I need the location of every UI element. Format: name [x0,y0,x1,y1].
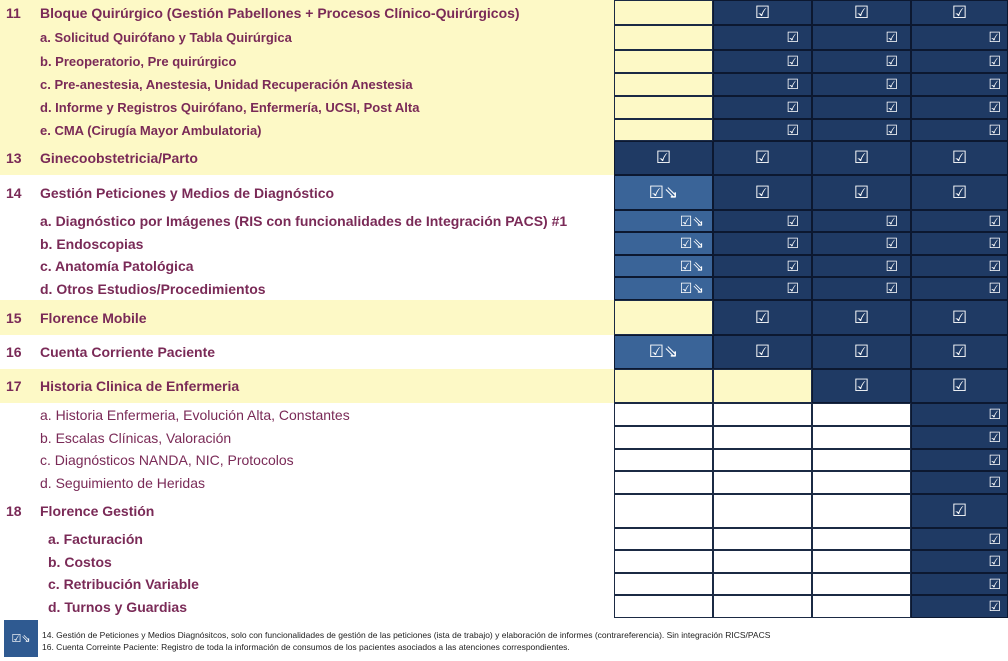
checkbox-checked-icon: ☑ [713,255,812,277]
table-row [0,403,1008,426]
checkbox-checked-icon: ☑ [911,119,1008,141]
row-label-cell [0,277,614,300]
table-row [0,50,1008,73]
row-title: a. Facturación [48,531,143,547]
row-title: d. Otros Estudios/Procedimientos [40,280,266,297]
row-label-cell [0,528,614,550]
empty-cell [614,449,713,471]
table-row [0,449,1008,471]
checkbox-checked-icon: ☑⇘ [614,335,713,369]
table-row [0,471,1008,494]
checkbox-checked-icon: ☑ [911,232,1008,255]
table-row [0,232,1008,255]
row-title: b. Escalas Clínicas, Valoración [40,429,232,446]
table-row [0,96,1008,119]
row-label-cell [0,573,614,595]
table-row [0,119,1008,141]
empty-cell [614,528,713,550]
checkbox-checked-icon: ☑ [812,369,911,403]
row-number: 18 [6,503,22,519]
checkbox-checked-icon: ☑ [911,175,1008,210]
row-title: d. Seguimiento de Heridas [40,474,205,491]
empty-cell [614,119,713,141]
table-row [0,277,1008,300]
table-row [0,550,1008,573]
row-label-cell [0,232,614,255]
checkbox-checked-icon: ☑ [911,426,1008,449]
empty-cell [812,494,911,528]
table-row [0,175,1008,210]
row-title: Historia Clinica de Enfermeria [40,378,240,394]
empty-cell [713,528,812,550]
row-title: d. Informe y Registros Quirófano, Enfermería, UCSI, Post Alta [40,100,420,115]
row-title: b. Costos [48,553,112,570]
checkbox-checked-icon: ☑⇘ [614,210,713,232]
checkbox-checked-icon: ☑ [911,449,1008,471]
checkbox-checked-icon: ☑ [713,25,812,50]
row-title: c. Retribución Variable [48,576,199,592]
checkbox-checked-icon: ☑ [911,73,1008,96]
empty-cell [614,73,713,96]
empty-cell [614,50,713,73]
legend-icon-glyph: ☑⇘ [11,633,31,645]
empty-cell [713,595,812,618]
row-title: Bloque Quirúrgico (Gestión Pabellones + Procesos Clínico-Quirúrgicos) [40,4,520,21]
checkbox-checked-icon: ☑ [812,175,911,210]
checkbox-checked-icon: ☑ [713,232,812,255]
row-label-cell [0,175,614,210]
checkbox-checked-icon: ☑ [812,141,911,175]
checkbox-checked-icon: ☑ [812,73,911,96]
checkbox-checked-icon: ☑ [713,335,812,369]
table-row [0,528,1008,550]
row-title: a. Diagnóstico por Imágenes (RIS con funcionalidades de Integración PACS) #1 [40,213,568,229]
row-title: c. Diagnósticos NANDA, NIC, Protocolos [40,452,294,468]
row-label-cell [0,73,614,96]
checkbox-checked-icon: ☑ [911,335,1008,369]
checkbox-checked-icon: ☑ [911,141,1008,175]
row-number: 17 [6,378,22,394]
empty-cell [812,426,911,449]
row-title: b. Preoperatorio, Pre quirúrgico [40,54,237,69]
row-label-cell [0,335,614,369]
checkbox-checked-icon: ☑ [713,300,812,335]
empty-cell [812,573,911,595]
table-row [0,0,1008,25]
empty-cell [614,595,713,618]
empty-cell [713,573,812,595]
table-row [0,494,1008,528]
row-title: b. Endoscopias [40,235,144,252]
checkbox-checked-icon: ☑ [812,210,911,232]
row-number: 14 [6,184,22,201]
empty-cell [812,449,911,471]
checkbox-checked-icon: ☑ [911,300,1008,335]
checkbox-checked-icon: ☑ [713,119,812,141]
row-title: d. Turnos y Guardias [48,598,187,615]
row-title: Florence Mobile [40,309,147,326]
table-row [0,141,1008,175]
empty-cell [713,550,812,573]
row-label-cell [0,0,614,25]
checkbox-checked-icon: ☑ [713,175,812,210]
legend-partial-icon [4,620,38,657]
checkbox-checked-icon: ☑⇘ [614,255,713,277]
row-number: 11 [6,4,21,21]
row-title: c. Pre-anestesia, Anestesia, Unidad Recuperación Anestesia [40,77,413,92]
checkbox-checked-icon: ☑ [911,25,1008,50]
row-label-cell [0,255,614,277]
table-row [0,595,1008,618]
checkbox-checked-icon: ☑ [812,119,911,141]
checkbox-checked-icon: ☑ [812,335,911,369]
row-title: Gestión Peticiones y Medios de Diagnóstico [40,184,335,201]
footnote-14: 14. Gestión de Peticiones y Medios Diagnósitcos, solo con funcionalidades de gestión de las peticiones (ista de trabajo) y elaboración de informes (contrareferencia). Sin integración RICS/PACS [42,630,771,640]
checkbox-checked-icon: ☑ [614,141,713,175]
checkbox-checked-icon: ☑ [713,96,812,119]
row-label-cell [0,595,614,618]
empty-cell [713,403,812,426]
checkbox-checked-icon: ☑ [812,255,911,277]
checkbox-checked-icon: ☑ [713,277,812,300]
row-label-cell [0,141,614,175]
table-row [0,25,1008,50]
empty-cell [614,369,713,403]
row-label-cell [0,494,614,528]
empty-cell [713,494,812,528]
checkbox-checked-icon: ☑ [911,277,1008,300]
empty-cell [713,369,812,403]
checkbox-checked-icon: ☑⇘ [614,232,713,255]
row-label-cell [0,449,614,471]
empty-cell [713,449,812,471]
row-label-cell [0,119,614,141]
row-label-cell [0,471,614,494]
row-number: 13 [6,150,22,166]
empty-cell [812,528,911,550]
row-title: e. CMA (Cirugía Mayor Ambulatoria) [40,122,262,138]
checkbox-checked-icon: ☑ [713,0,812,25]
row-label-cell [0,403,614,426]
checkbox-checked-icon: ☑ [812,25,911,50]
checkbox-checked-icon: ☑ [911,255,1008,277]
checkbox-checked-icon: ☑ [911,550,1008,573]
row-label-cell [0,550,614,573]
checkbox-checked-icon: ☑ [911,528,1008,550]
row-label-cell [0,369,614,403]
empty-cell [812,471,911,494]
row-label-cell [0,96,614,119]
footnote-16: 16. Cuenta Correinte Paciente: Registro de toda la información de consumos de los pacientes asociados a las atenciones correspondientes. [42,642,570,652]
checkbox-checked-icon: ☑ [713,210,812,232]
checkbox-checked-icon: ☑ [911,403,1008,426]
empty-cell [614,471,713,494]
table-row [0,426,1008,449]
empty-cell [614,403,713,426]
row-label-cell [0,25,614,50]
empty-cell [614,96,713,119]
checkbox-checked-icon: ☑ [911,0,1008,25]
row-label-cell [0,50,614,73]
empty-cell [614,494,713,528]
empty-cell [713,426,812,449]
checkbox-checked-icon: ☑ [713,50,812,73]
table-row [0,73,1008,96]
empty-cell [614,300,713,335]
table-row [0,255,1008,277]
empty-cell [614,426,713,449]
checkbox-checked-icon: ☑⇘ [614,175,713,210]
checkbox-checked-icon: ☑ [911,471,1008,494]
checkbox-checked-icon: ☑ [911,96,1008,119]
checkbox-checked-icon: ☑ [713,141,812,175]
checkbox-checked-icon: ☑ [812,96,911,119]
empty-cell [812,550,911,573]
checkbox-checked-icon: ☑ [713,73,812,96]
row-label-cell [0,426,614,449]
checkbox-checked-icon: ☑ [911,494,1008,528]
checkbox-checked-icon: ☑ [812,50,911,73]
row-title: c. Anatomía Patológica [40,258,194,274]
checkbox-checked-icon: ☑⇘ [614,277,713,300]
empty-cell [614,25,713,50]
empty-cell [614,0,713,25]
empty-cell [812,403,911,426]
checkbox-checked-icon: ☑ [911,573,1008,595]
table-row [0,369,1008,403]
row-title: a. Solicitud Quirófano y Tabla Quirúrgica [40,30,292,45]
empty-cell [812,595,911,618]
empty-cell [614,573,713,595]
checkbox-checked-icon: ☑ [812,277,911,300]
empty-cell [713,471,812,494]
checkbox-checked-icon: ☑ [911,595,1008,618]
row-title: Cuenta Corriente Paciente [40,344,216,360]
checkbox-checked-icon: ☑ [812,0,911,25]
table-row [0,573,1008,595]
checkbox-checked-icon: ☑ [911,369,1008,403]
row-number: 15 [6,309,22,326]
table-row [0,210,1008,232]
table-row [0,335,1008,369]
checkbox-checked-icon: ☑ [911,210,1008,232]
empty-cell [614,550,713,573]
table-row [0,300,1008,335]
checkbox-checked-icon: ☑ [812,300,911,335]
row-title: a. Historia Enfermeria, Evolución Alta, Constantes [40,406,350,423]
checkbox-checked-icon: ☑ [812,232,911,255]
row-title: Ginecoobstetricia/Parto [40,150,198,166]
row-title: Florence Gestión [40,503,155,519]
row-label-cell [0,300,614,335]
row-label-cell [0,210,614,232]
checkbox-checked-icon: ☑ [911,50,1008,73]
row-number: 16 [6,344,22,360]
